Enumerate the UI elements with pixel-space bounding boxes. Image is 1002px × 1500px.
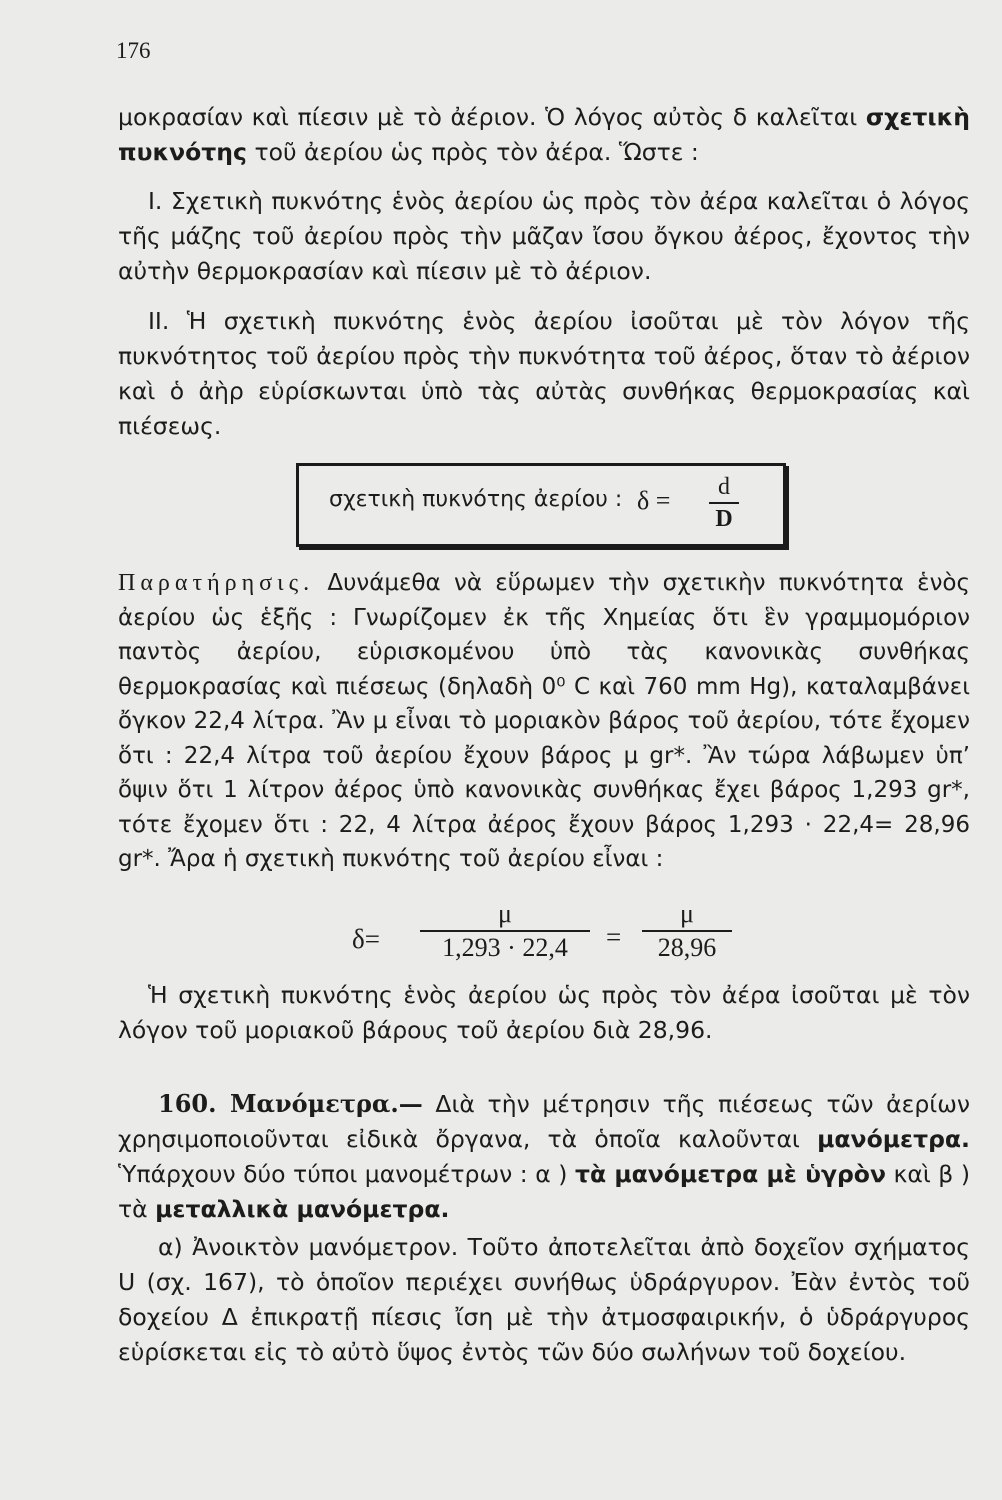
- formula-lhs: δ =: [637, 486, 671, 515]
- formula-box: [296, 463, 786, 547]
- definition-2: II. Ἡ σχετικὴ πυκνότης ἑνὸς ἀερίου ἰσοῦται μὲ τὸν λόγον τῆς πυκνότητος τοῦ ἀερίου πρὸς τὴν πυκνότητα τοῦ ἀέρος, ὅταν τὸ ἀέριον καὶ ὁ ἀὴρ εὑρίσκωνται ὑπὸ τὰς αὐτὰς συνθήκας θερμοκρασίας καὶ πιέσεως.: [118, 307, 970, 440]
- equation-numerator-2: μ: [680, 899, 694, 928]
- section-160-text-b: Ὑπάρχουν δύο τύποι μανομέτρων : α ): [118, 1160, 568, 1188]
- page-number: 176: [116, 38, 151, 63]
- section-160-paragraph: [118, 1086, 970, 1227]
- intro-text: μοκρασίαν καὶ πίεσιν μὲ τὸ ἀέριον. Ὁ λόγος αὐτὸς δ καλεῖται: [118, 103, 858, 131]
- equation-numerator-1: μ: [498, 899, 512, 928]
- formula-numerator: d: [718, 474, 730, 500]
- equation-equals: =: [606, 922, 622, 952]
- remark-text: Δυνάμεθα νὰ εὕρωμεν τὴν σχετικὴν πυκνότητα ἑνὸς ἀερίου ὡς ἑξῆς : Γνωρίζομεν ἐκ τῆς Χημείας ὅτι ἓν γραμμομόριον παντὸς ἀερίου, εὑρισκομένου ὑπὸ τὰς κανονικὰς συνθήκας θερμοκρασίας καὶ πιέσεως (δηλαδὴ 0⁰ C καὶ 760 mm Hg), καταλαμβάνει ὄγκον 22,4 λίτρα. Ἂν μ εἶναι τὸ μοριακὸν βάρος τοῦ ἀερίου, τότε ἔχομεν ὅτι : 22,4 λίτρα τοῦ ἀερίου ἔχουν βάρος μ gr*. Ἂν τώρα λάβωμεν ὑπ’ ὄψιν ὅτι 1 λίτρον ἀέρος ὑπὸ κανονικὰς συνθήκας ἔχει βάρος 1,293 gr*, τότε ἔχομεν ὅτι : 22, 4 λίτρα ἀέρος ἔχουν βάρος 1,293 · 22,4= 28,96 gr*. Ἄρα ἡ σχετικὴ πυκνότης τοῦ ἀερίου εἶναι :: [118, 570, 970, 872]
- section-160-title: 160. Μανόμετρα.—: [158, 1089, 423, 1118]
- open-manometer-paragraph: α) Ἀνοικτὸν μανόμετρον. Τοῦτο ἀποτελεῖται ἀπὸ δοχεῖον σχήματος U (σχ. 167), τὸ ὁποῖον περιέχει συνήθως ὑδράργυρον. Ἐὰν ἐντὸς τοῦ δοχείου Δ ἐπικρατῇ πίεσις ἴση μὲ τὴν ἀτμοσφαιρικήν, ὁ ὑδράργυρος εὑρίσκεται εἰς τὸ αὐτὸ ὕψος ἐντὸς τῶν δύο σωλήνων τοῦ δοχείου.: [118, 1233, 970, 1366]
- section-160-text-a: Διὰ τὴν μέτρησιν τῆς πιέσεως τῶν ἀερίων χρησιμοποιοῦνται εἰδικὰ ὄργανα, τὰ ὁποῖα καλοῦνται: [118, 1090, 970, 1153]
- term-liquid-manometers: τὰ μανόμετρα μὲ ὑγρὸν: [574, 1160, 886, 1188]
- formula-fraction: [709, 472, 739, 534]
- term-relative: σχετικὴ: [865, 103, 970, 131]
- definition-1: I. Σχετικὴ πυκνότης ἑνὸς ἀερίου ὡς πρὸς τὸν ἀέρα καλεῖται ὁ λόγος τῆς μάζης τοῦ ἀερίου πρὸς τὴν μᾶζαν ἴσου ὄγκου ἀέρος, ἔχοντος τὴν αὐτὴν θερμοκρασίαν καὶ πίεσιν μὲ τὸ ἀέριον.: [118, 187, 970, 285]
- equation-denominator-2: 28,96: [657, 933, 717, 962]
- term-metal-manometers: μεταλλικὰ μανόμετρα.: [155, 1195, 450, 1223]
- equation-fraction-1: [420, 898, 590, 964]
- equation-lhs: δ=: [352, 924, 380, 954]
- conclusion-paragraph: Ἡ σχετικὴ πυκνότης ἑνὸς ἀερίου ὡς πρὸς τὸν ἀέρα ἰσοῦται μὲ τὸν λόγον τοῦ μοριακοῦ βάρους τοῦ ἀερίου διὰ 28,96.: [118, 981, 970, 1044]
- remark-paragraph: [118, 566, 970, 877]
- formula-denominator: D: [715, 506, 733, 532]
- term-manometers: μανόμετρα.: [817, 1125, 970, 1153]
- equation-denominator-1: 1,293 · 22,4: [442, 933, 568, 962]
- intro-paragraph: [118, 100, 970, 170]
- remark-heading: Παρατήρησις.: [118, 570, 315, 596]
- formula-label: σχετικὴ πυκνότης ἀερίου :: [329, 487, 623, 512]
- intro-text-end: τοῦ ἀερίου ὡς πρὸς τὸν ἀέρα. Ὥστε :: [254, 138, 699, 166]
- section-160-text-c: καὶ β ) τὰ: [118, 1160, 970, 1223]
- term-density: πυκνότης: [118, 138, 247, 166]
- equation-fraction-2: [642, 898, 732, 964]
